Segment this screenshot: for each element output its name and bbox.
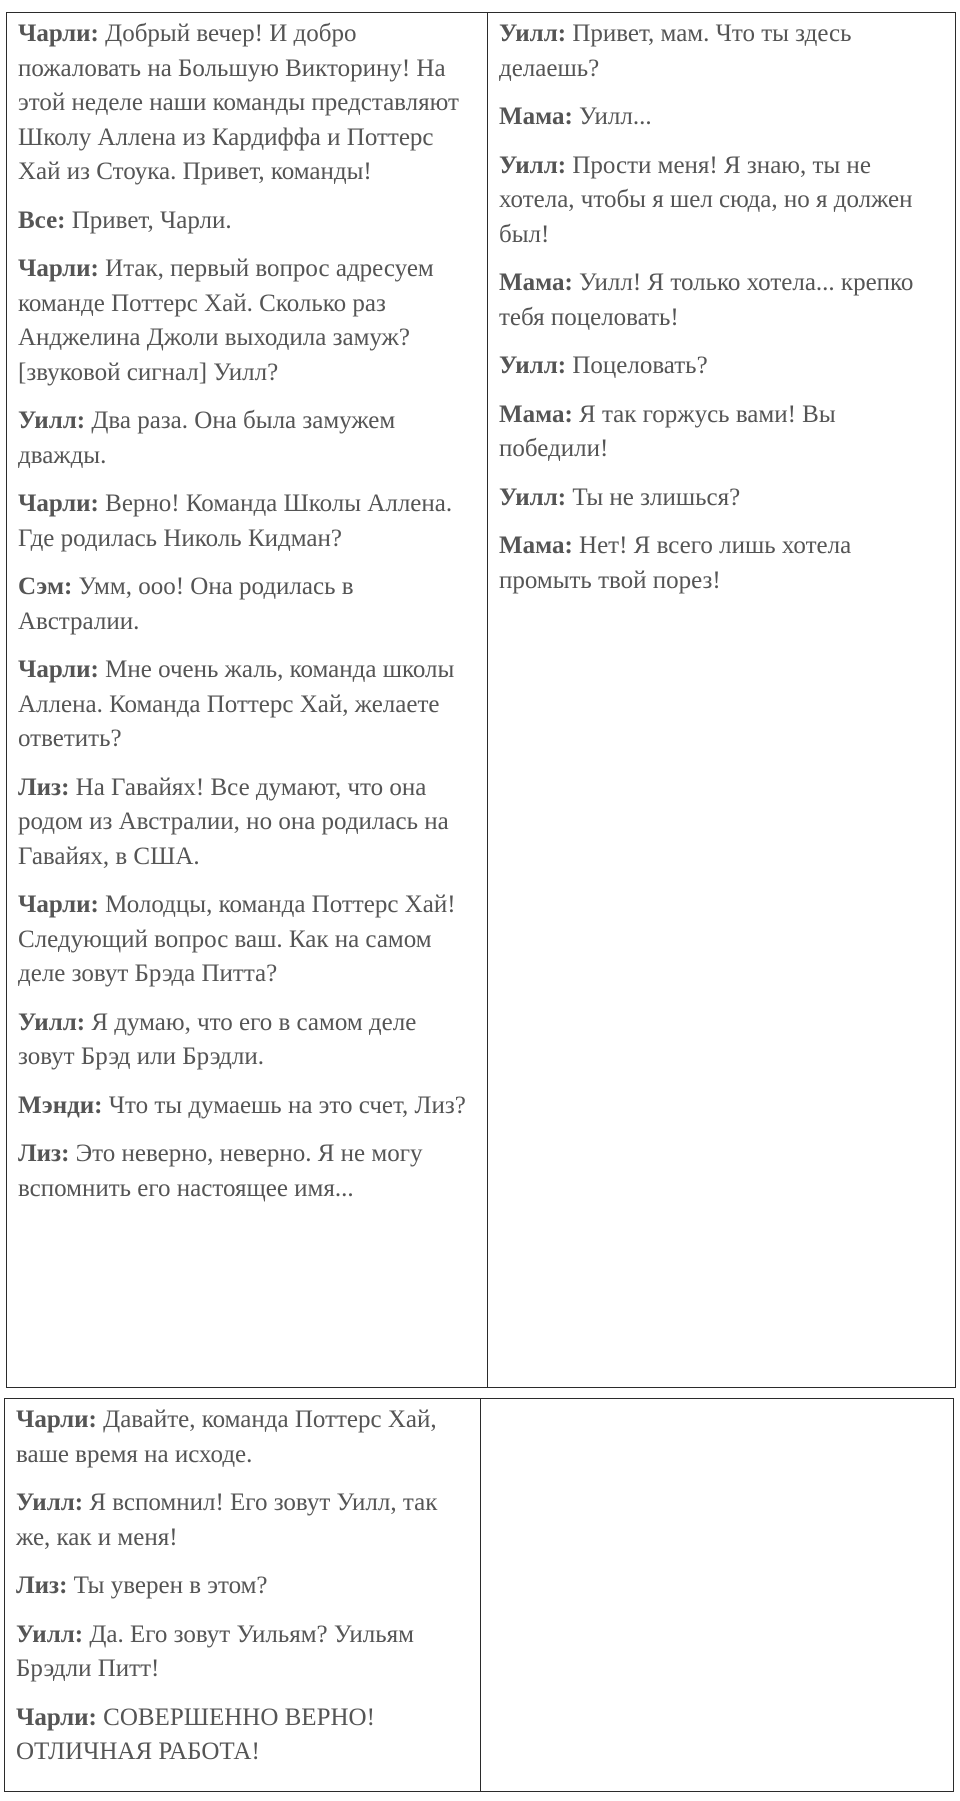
line-text: Давайте, команда Поттерс Хай, ваше время на исходе. <box>16 1406 437 1468</box>
speaker-name: Мама: <box>498 103 573 130</box>
speaker-name: Мэнди: <box>18 1091 103 1119</box>
dialogue-line <box>18 1089 477 1124</box>
dialogue-line <box>499 17 945 86</box>
dialogue-line <box>18 487 477 556</box>
line-text: Ты уверен в этом? <box>67 1572 268 1599</box>
line-text: Ты не злишься? <box>566 483 741 511</box>
dialogue-line <box>499 349 945 384</box>
dialogue-line <box>18 570 477 639</box>
speaker-name: Чарли: <box>18 20 99 47</box>
line-text: Я вспомнил! Его зовут Уилл, так же, как и меня! <box>16 1489 438 1551</box>
dialogue-line <box>499 100 945 135</box>
speaker-name: Мама: <box>498 269 573 296</box>
line-text: Это неверно, неверно. Я не могу вспомнить его настоящее имя... <box>18 1140 423 1202</box>
speaker-name: Уилл: <box>498 483 567 511</box>
dialogue-line <box>18 404 477 473</box>
speaker-name: Лиз: <box>18 1140 70 1167</box>
dialogue-line <box>18 17 477 190</box>
dialogue-line <box>18 1137 477 1206</box>
dialogue-line <box>499 149 945 253</box>
dialogue-line <box>18 1006 477 1075</box>
line-text: Добрый вечер! И добро пожаловать на Большую Викторину! На этой неделе наши команды представляют Школу Аллена из Кардиффа и Поттерс Хай из Стоука. Привет, команды! <box>18 20 459 185</box>
line-text: Верно! Команда Школы Аллена. Где родилась Николь Кидман? <box>18 490 453 552</box>
dialogue-line <box>18 888 477 992</box>
line-text: Нет! Я всего лишь хотела промыть твой порез! <box>498 532 852 594</box>
dialogue-line <box>18 771 477 875</box>
speaker-name: Уилл: <box>498 20 567 47</box>
speaker-name: Чарли: <box>16 1406 97 1433</box>
line-text: На Гавайях! Все думают, что она родом из Австралии, но она родилась на Гавайях, в США. <box>18 773 449 870</box>
line-text: Мне очень жаль, команда школы Аллена. Команда Поттерс Хай, желаете ответить? <box>18 656 455 752</box>
dialogue-line <box>18 653 477 757</box>
line-text: Прости меня! Я знаю, ты не хотела, чтобы я шел сюда, но я должен был! <box>498 151 913 248</box>
dialogue-table-2 <box>4 1398 954 1792</box>
line-text: Привет, Чарли. <box>65 206 232 234</box>
speaker-name: Уилл: <box>16 1620 84 1648</box>
speaker-name: Уилл: <box>18 1008 86 1036</box>
dialogue-column-right <box>488 13 955 1387</box>
dialogue-line <box>16 1618 470 1687</box>
speaker-name: Чарли: <box>16 1703 97 1731</box>
dialogue-line <box>16 1403 470 1472</box>
speaker-name: Сэм: <box>18 573 73 600</box>
speaker-name: Уилл: <box>498 151 567 179</box>
speaker-name: Уилл: <box>18 407 86 434</box>
speaker-name: Чарли: <box>18 490 99 517</box>
line-text: СОВЕРШЕННО ВЕРНО! ОТЛИЧНАЯ РАБОТА! <box>16 1703 375 1765</box>
line-text: Уилл! Я только хотела... крепко тебя поцеловать! <box>498 269 914 331</box>
line-text: Я так горжусь вами! Вы победили! <box>498 400 836 462</box>
line-text: Уилл... <box>572 103 652 130</box>
line-text: Итак, первый вопрос адресуем команде Поттерс Хай. Сколько раз Анджелина Джоли выходила замуж? [звуковой сигнал] Уилл? <box>18 255 434 386</box>
dialogue-line <box>16 1486 470 1555</box>
speaker-name: Чарли: <box>18 891 99 918</box>
line-text: Да. Его зовут Уильям? Уильям Брэдли Питт! <box>16 1620 414 1682</box>
dialogue-column-left <box>7 13 488 1387</box>
speaker-name: Все: <box>18 206 66 234</box>
line-text: Что ты думаешь на это счет, Лиз? <box>102 1091 466 1119</box>
dialogue-line <box>16 1701 470 1770</box>
line-text: Умм, ооо! Она родилась в Австралии. <box>18 573 354 635</box>
speaker-name: Мама: <box>498 532 573 559</box>
speaker-name: Чарли: <box>18 656 99 683</box>
dialogue-line <box>499 398 945 467</box>
dialogue-table-1 <box>6 12 956 1388</box>
speaker-name: Уилл: <box>16 1489 84 1516</box>
dialogue-line <box>18 204 477 239</box>
speaker-name: Чарли: <box>18 255 99 282</box>
empty-column-cell <box>481 1399 953 1791</box>
dialogue-line <box>18 252 477 390</box>
dialogue-line <box>16 1569 470 1604</box>
dialogue-line <box>499 529 945 598</box>
line-text: Два раза. Она была замужем дважды. <box>18 407 396 469</box>
line-text: Привет, мам. Что ты здесь делаешь? <box>498 20 852 82</box>
speaker-name: Уилл: <box>498 352 567 379</box>
dialogue-column-left <box>5 1399 481 1791</box>
dialogue-line <box>499 266 945 335</box>
line-text: Молодцы, команда Поттерс Хай! Следующий вопрос ваш. Как на самом деле зовут Брэда Питта? <box>18 891 456 987</box>
speaker-name: Мама: <box>498 400 573 428</box>
line-text: Я думаю, что его в самом деле зовут Брэд или Брэдли. <box>18 1008 417 1070</box>
speaker-name: Лиз: <box>16 1572 68 1599</box>
line-text: Поцеловать? <box>566 352 708 379</box>
speaker-name: Лиз: <box>18 773 70 801</box>
dialogue-line <box>499 481 945 516</box>
